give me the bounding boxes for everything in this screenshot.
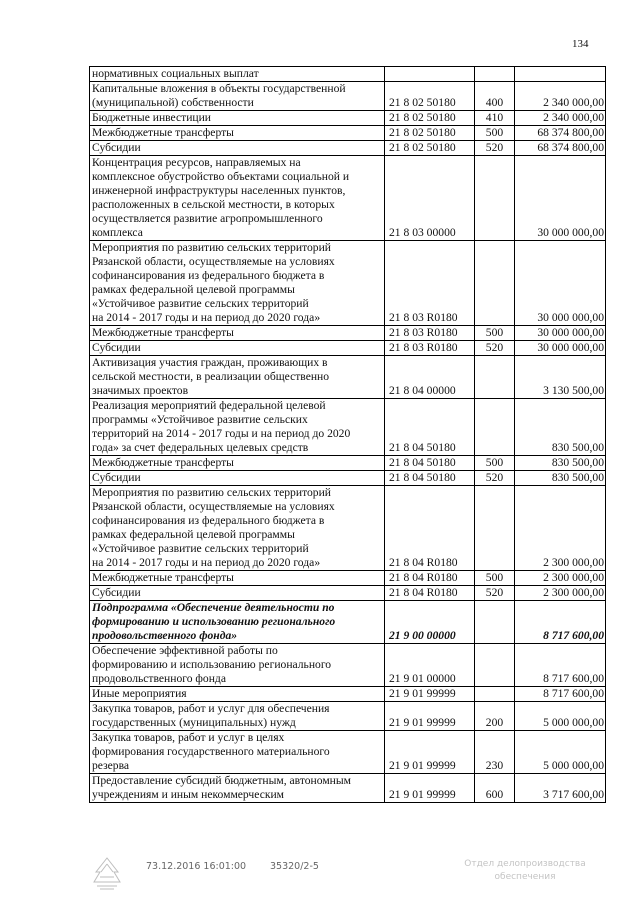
- row-name-cell: Межбюджетные трансферты: [90, 126, 385, 141]
- table-row: [90, 571, 606, 586]
- row-name-cell: нормативных социальных выплат: [90, 67, 385, 82]
- row-type-cell: [475, 241, 515, 326]
- table-row: [90, 326, 606, 341]
- budget-table: [89, 66, 606, 803]
- row-code-cell: 21 9 01 99999: [385, 702, 475, 731]
- row-name-cell: Субсидии: [90, 341, 385, 356]
- table-row: [90, 111, 606, 126]
- watermark: [450, 858, 600, 884]
- row-amount-cell: 3 130 500,00: [515, 356, 606, 399]
- row-amount-cell: 5 000 000,00: [515, 731, 606, 774]
- row-amount-cell: 3 717 600,00: [515, 774, 606, 803]
- row-code-cell: 21 8 04 R0180: [385, 586, 475, 601]
- row-code-cell: 21 8 04 00000: [385, 356, 475, 399]
- row-name-cell: Реализация мероприятий федеральной целевой программы «Устойчивое развитие сельских территорий на 2014 - 2017 годы и на период до 2020 года» за счет федеральных целевых средств: [90, 399, 385, 456]
- table-row: [90, 586, 606, 601]
- table-row: [90, 67, 606, 82]
- row-code-cell: 21 8 03 R0180: [385, 341, 475, 356]
- row-code-cell: 21 8 02 50180: [385, 141, 475, 156]
- table-row: [90, 356, 606, 399]
- page-number: 134: [572, 38, 589, 50]
- table-row: [90, 702, 606, 731]
- row-type-cell: 500: [475, 571, 515, 586]
- stamp-icon: [92, 856, 122, 892]
- row-type-cell: [475, 644, 515, 687]
- table-row: [90, 341, 606, 356]
- row-type-cell: 520: [475, 141, 515, 156]
- row-name-cell: Подпрограмма «Обеспечение деятельности по формированию и использованию регионального продовольственного фонда»: [90, 601, 385, 644]
- row-amount-cell: 8 717 600,00: [515, 687, 606, 702]
- row-amount-cell: 830 500,00: [515, 471, 606, 486]
- row-code-cell: 21 9 00 00000: [385, 601, 475, 644]
- row-type-cell: 520: [475, 471, 515, 486]
- table-row: [90, 601, 606, 644]
- row-name-cell: Межбюджетные трансферты: [90, 326, 385, 341]
- row-amount-cell: 8 717 600,00: [515, 601, 606, 644]
- table-body: [90, 67, 606, 803]
- table-row: [90, 141, 606, 156]
- page-footer: [0, 856, 640, 896]
- row-name-cell: Субсидии: [90, 586, 385, 601]
- row-amount-cell: 2 300 000,00: [515, 486, 606, 571]
- table-row: [90, 486, 606, 571]
- row-name-cell: Межбюджетные трансферты: [90, 456, 385, 471]
- row-type-cell: 500: [475, 326, 515, 341]
- row-code-cell: 21 8 04 50180: [385, 471, 475, 486]
- table-row: [90, 644, 606, 687]
- table-row: [90, 241, 606, 326]
- row-code-cell: 21 9 01 00000: [385, 644, 475, 687]
- row-amount-cell: 2 340 000,00: [515, 82, 606, 111]
- row-name-cell: Иные мероприятия: [90, 687, 385, 702]
- row-code-cell: 21 9 01 99999: [385, 731, 475, 774]
- row-amount-cell: 30 000 000,00: [515, 241, 606, 326]
- row-type-cell: 410: [475, 111, 515, 126]
- row-name-cell: Межбюджетные трансферты: [90, 571, 385, 586]
- row-code-cell: 21 9 01 99999: [385, 687, 475, 702]
- row-code-cell: 21 8 04 R0180: [385, 486, 475, 571]
- row-code-cell: 21 8 02 50180: [385, 111, 475, 126]
- row-amount-cell: 5 000 000,00: [515, 702, 606, 731]
- row-amount-cell: [515, 67, 606, 82]
- row-code-cell: 21 8 02 50180: [385, 82, 475, 111]
- row-name-cell: Обеспечение эффективной работы по формированию и использованию регионального продовольственного фонда: [90, 644, 385, 687]
- row-code-cell: 21 8 04 R0180: [385, 571, 475, 586]
- row-type-cell: [475, 356, 515, 399]
- row-amount-cell: 30 000 000,00: [515, 326, 606, 341]
- row-type-cell: [475, 486, 515, 571]
- row-code-cell: 21 8 03 00000: [385, 156, 475, 241]
- row-name-cell: Мероприятия по развитию сельских территорий Рязанской области, осуществляемые на условиях софинансирования из федерального бюджета в рамках федеральной целевой программы «Устойчивое развитие сельских территорий на 2014 - 2017 годы и на период до 2020 года»: [90, 241, 385, 326]
- row-type-cell: 400: [475, 82, 515, 111]
- row-type-cell: 600: [475, 774, 515, 803]
- row-amount-cell: 8 717 600,00: [515, 644, 606, 687]
- row-type-cell: 520: [475, 341, 515, 356]
- table-row: [90, 156, 606, 241]
- footer-document-number: 35320/2-5: [270, 861, 319, 872]
- row-code-cell: 21 8 02 50180: [385, 126, 475, 141]
- row-type-cell: 200: [475, 702, 515, 731]
- row-name-cell: Мероприятия по развитию сельских территорий Рязанской области, осуществляемые на условиях софинансирования из федерального бюджета в рамках федеральной целевой программы «Устойчивое развитие сельских территорий на 2014 - 2017 годы и на период до 2020 года»: [90, 486, 385, 571]
- row-code-cell: 21 8 04 50180: [385, 456, 475, 471]
- row-code-cell: 21 8 03 R0180: [385, 241, 475, 326]
- row-amount-cell: 2 300 000,00: [515, 586, 606, 601]
- row-name-cell: Закупка товаров, работ и услуг для обеспечения государственных (муниципальных) нужд: [90, 702, 385, 731]
- row-amount-cell: 30 000 000,00: [515, 341, 606, 356]
- row-code-cell: 21 8 03 R0180: [385, 326, 475, 341]
- row-amount-cell: 68 374 800,00: [515, 141, 606, 156]
- row-name-cell: Закупка товаров, работ и услуг в целях формирования государственного материального резерва: [90, 731, 385, 774]
- row-amount-cell: 30 000 000,00: [515, 156, 606, 241]
- row-code-cell: 21 8 04 50180: [385, 399, 475, 456]
- row-type-cell: 500: [475, 126, 515, 141]
- row-type-cell: [475, 399, 515, 456]
- footer-timestamp: 73.12.2016 16:01:00: [146, 861, 247, 872]
- row-name-cell: Концентрация ресурсов, направляемых на комплексное обустройство объектами социальной и инженерной инфраструктуры населенных пунктов, расположенных в сельской местности, в которых осуществляется развитие агропромышленного комплекса: [90, 156, 385, 241]
- table-row: [90, 471, 606, 486]
- row-name-cell: Субсидии: [90, 141, 385, 156]
- row-type-cell: 500: [475, 456, 515, 471]
- row-type-cell: [475, 601, 515, 644]
- watermark-line-2: обеспечения: [494, 872, 556, 882]
- row-type-cell: [475, 67, 515, 82]
- table-row: [90, 399, 606, 456]
- table-row: [90, 774, 606, 803]
- row-name-cell: Капитальные вложения в объекты государственной (муниципальной) собственности: [90, 82, 385, 111]
- row-amount-cell: 830 500,00: [515, 456, 606, 471]
- table-row: [90, 82, 606, 111]
- row-name-cell: Предоставление субсидий бюджетным, автономным учреждениям и иным некоммерческим: [90, 774, 385, 803]
- row-amount-cell: 68 374 800,00: [515, 126, 606, 141]
- table-row: [90, 126, 606, 141]
- row-type-cell: 230: [475, 731, 515, 774]
- row-name-cell: Бюджетные инвестиции: [90, 111, 385, 126]
- row-amount-cell: 2 340 000,00: [515, 111, 606, 126]
- row-amount-cell: 2 300 000,00: [515, 571, 606, 586]
- row-amount-cell: 830 500,00: [515, 399, 606, 456]
- table-row: [90, 687, 606, 702]
- table-row: [90, 731, 606, 774]
- row-type-cell: 520: [475, 586, 515, 601]
- row-code-cell: [385, 67, 475, 82]
- row-type-cell: [475, 156, 515, 241]
- row-name-cell: Активизация участия граждан, проживающих в сельской местности, в реализации общественно значимых проектов: [90, 356, 385, 399]
- watermark-line-1: Отдел делопроизводства: [464, 859, 586, 869]
- row-name-cell: Субсидии: [90, 471, 385, 486]
- table-row: [90, 456, 606, 471]
- row-code-cell: 21 9 01 99999: [385, 774, 475, 803]
- row-type-cell: [475, 687, 515, 702]
